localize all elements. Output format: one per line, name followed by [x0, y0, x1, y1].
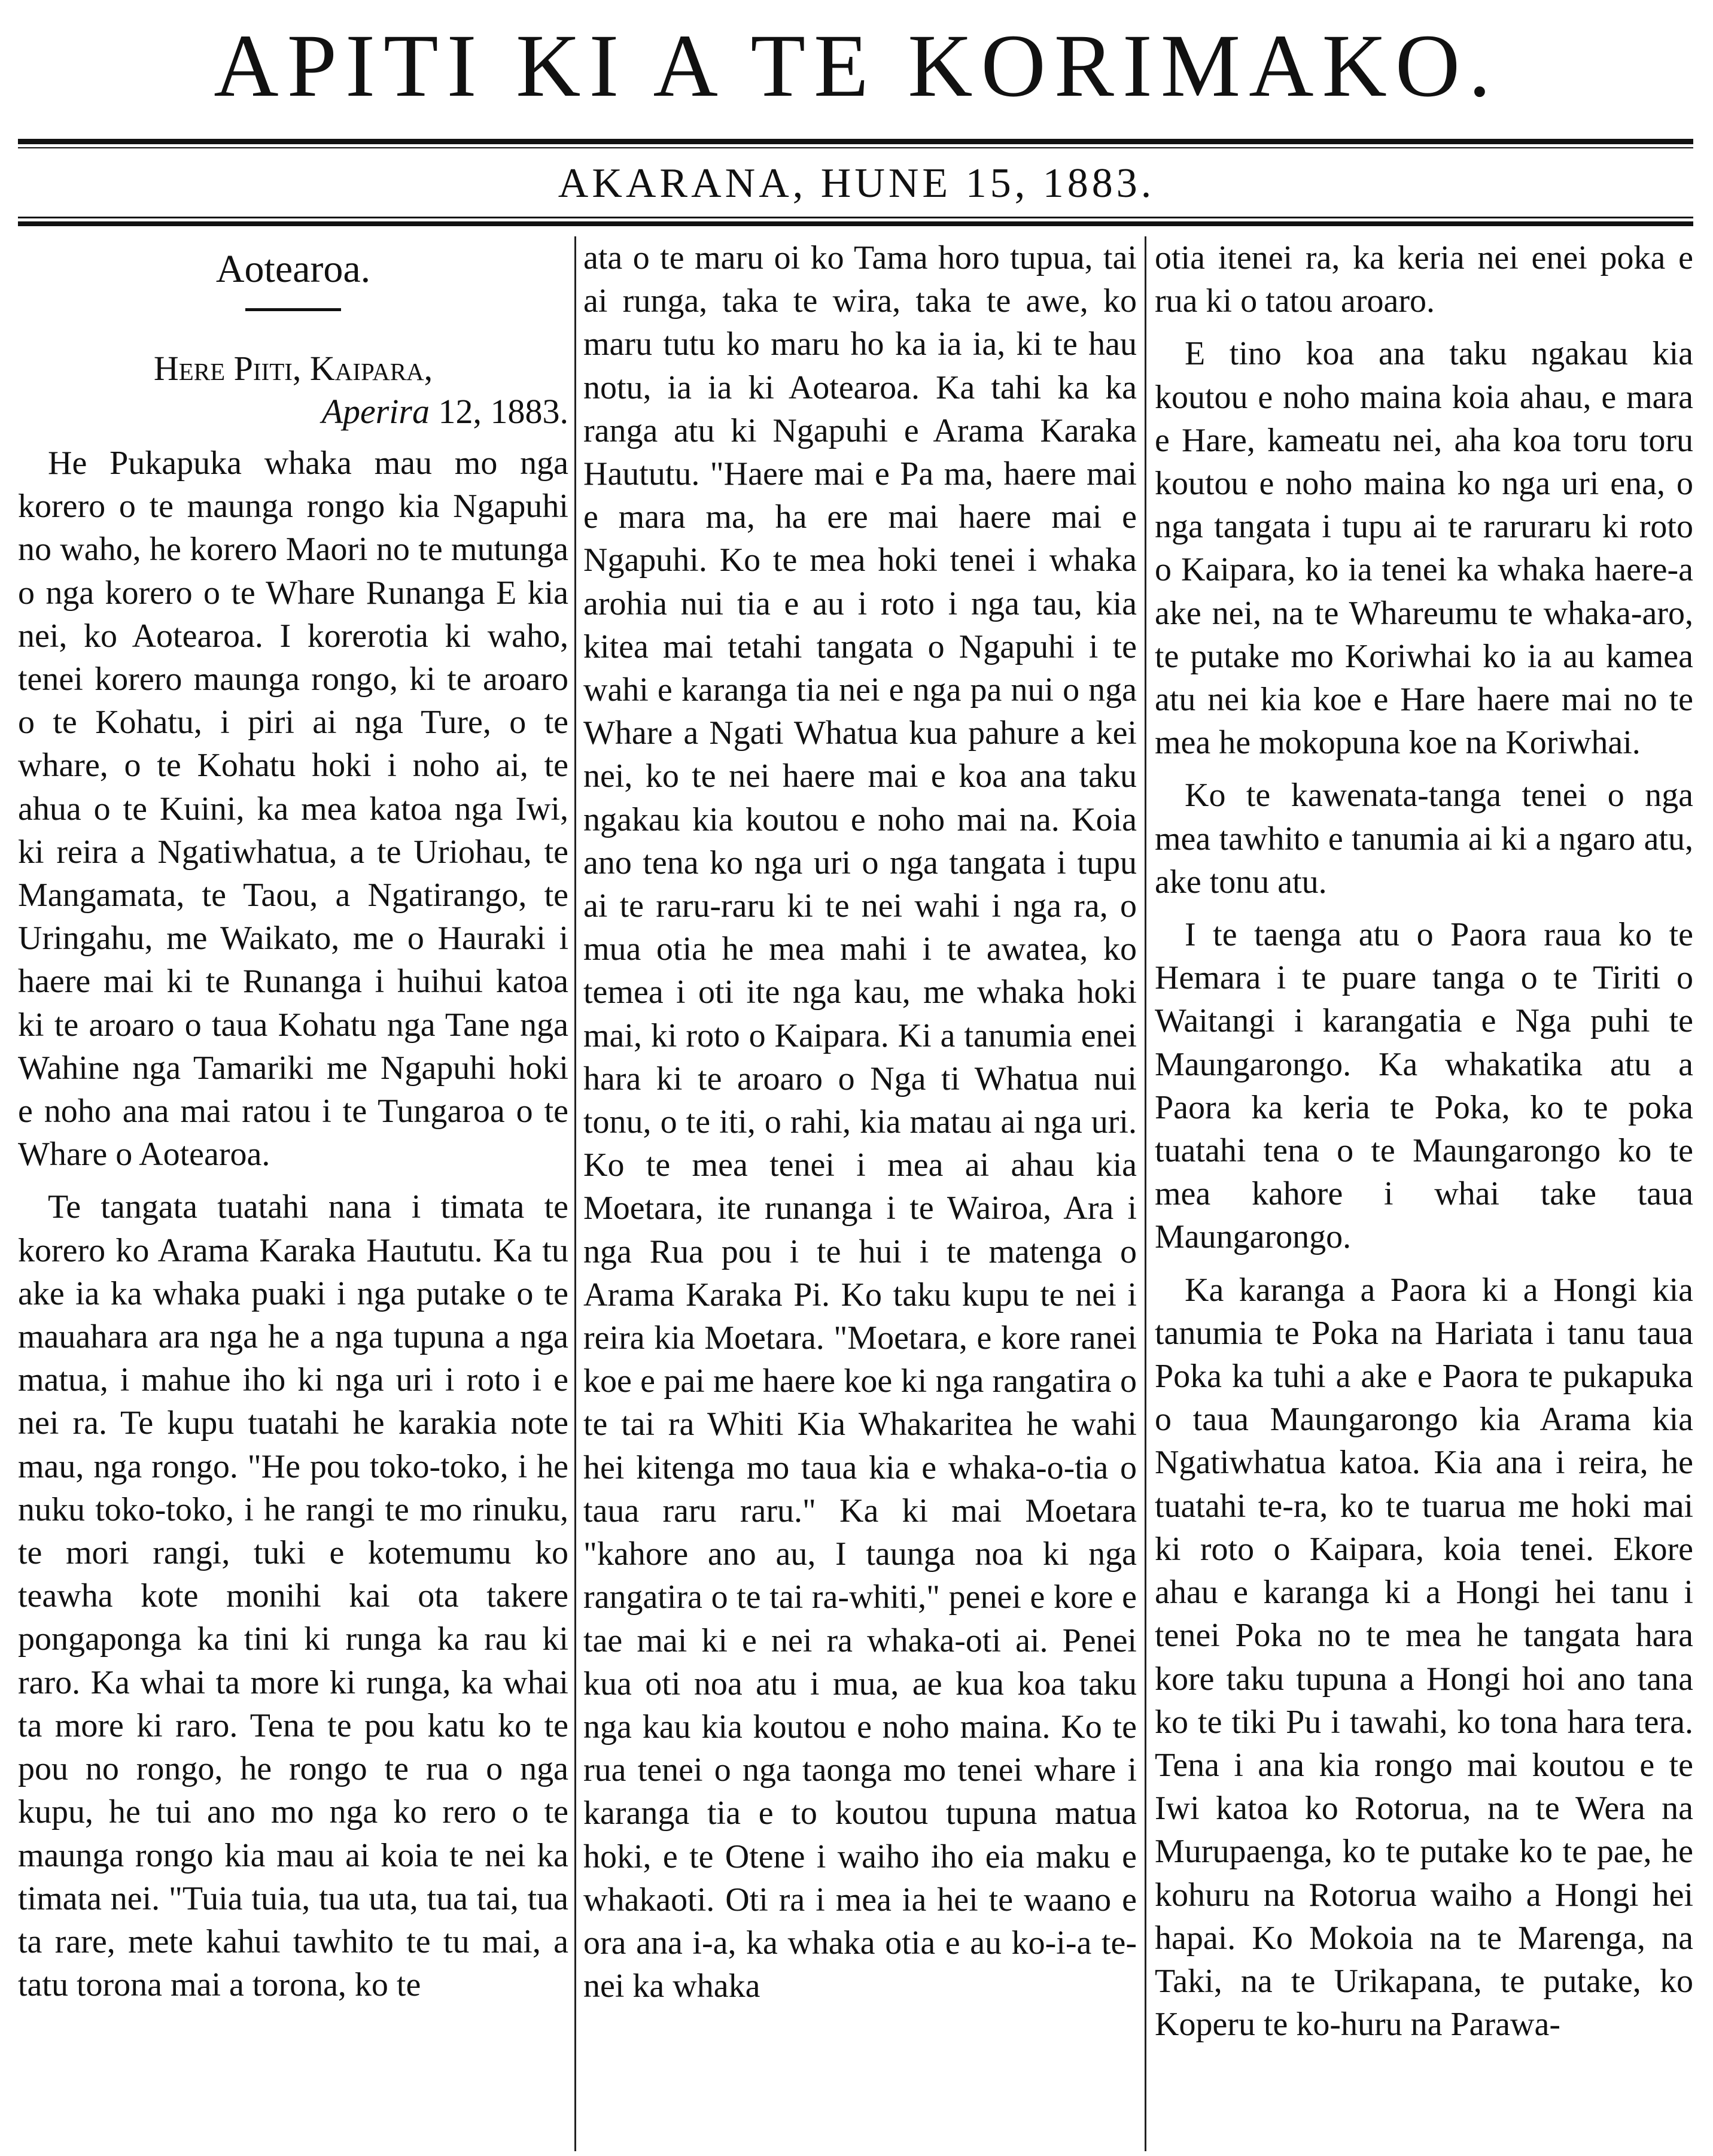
masthead-title: APITI KI A TE KORIMAKO.	[214, 16, 1499, 115]
article-place: Here Piiti, Kaipara,	[153, 349, 433, 388]
paragraph: otia itenei ra, ka keria nei enei poka e rua ki o tatou aroaro.	[1155, 239, 1693, 320]
article-date-month: Aperira	[321, 392, 430, 431]
column-divider-1	[574, 236, 576, 2151]
column-3	[1155, 236, 1693, 2151]
masthead-rule-top-thin	[18, 147, 1693, 148]
column-2	[583, 236, 1137, 2151]
article-date	[18, 390, 568, 433]
article-title: Aotearoa.	[215, 247, 371, 291]
title-rule	[245, 308, 341, 311]
article-date-rest: 12, 1883.	[438, 392, 568, 431]
paragraph: I te taenga atu o Paora raua ko te Hemara i te puare tanga o te Tiriti o Waitangi i karangatia e Nga puhi te Maungarongo. Ka whakatika atu a Paora ka keria te Poka, ko te poka tuatahi tena o te Maungarongo ko te mea kahore i whai take taua Maungarongo.	[1155, 916, 1693, 1256]
paragraph: Te tangata tuatahi nana i timata te korero ko Arama Karaka Haututu. Ka tu ake ia ka whaka puaki i nga putake o te mauahara ara nga he a nga tupuna a nga matua, i mahue iho ki nga uri i roto i e nei ra. Te kupu tuatahi he karakia note mau, nga rongo. "He pou toko-toko, i he nuku toko-toko, i he rangi te mo rinuku, te mori rangi, tuki e kotemumu ko teawha kote monihi kai ota takere pongaponga ka tini ki runga ka rau ki raro. Ka whai ta more ki runga, ka whai ta more ki raro. Tena te pou katu ko te pou no rongo, he rongo te rua o nga kupu, he tui ano mo nga ko rero o te maunga rongo kia mau ai koia te nei ka timata nei. "Tuia tuia, tua uta, tua tai, tua ta rare, mete kahui tawhito te tu mai, a tatu torona mai a torona, ko te	[18, 1188, 568, 2004]
paragraph: Ko te kawenata-tanga tenei o nga mea tawhito e tanumia ai ki a ngaro atu, ake tonu atu.	[1155, 777, 1693, 901]
paragraph: Ka karanga a Paora ki a Hongi kia tanumia te Poka na Hariata i tanu taua Poka ka tuhi a ake e Paora te pukapuka o taua Maungarongo kia Arama kia Ngatiwhatua katoa. Kia ana i reira, he tuatahi te-ra, ko te tuarua me hoki mai ki roto o Kaipara, koia tenei. Ekore ahau e karanga ki a Hongi hei tanu i tenei Poka no te mea he tangata hara kore taku tupuna a Hongi hoi ano tana ko te tiki Pu i tawahi, ko tona hara tera. Tena i ana kia rongo mai koutou e te Iwi katoa ko Rotorua, na te Wera na Murupaenga, ko te putake ko te pae, he kohuru na Rotorua waiho a Hongi hei hapai. Ko Mokoia na te Marenga, na Taki, na te Urikapana, te putake, ko Koperu te ko-huru na Parawa-	[1155, 1271, 1693, 2044]
paragraph: E tino koa ana taku ngakau kia koutou e noho maina koia ahau, e mara e Hare, kameatu nei, aha koa toru toru koutou e noho maina ko nga uri ena, o nga tangata i tupu ai te raruraru ki roto o Kaipara, ko ia tenei ka whaka haere-a ake nei, na te Whareumu te whaka-aro, te putake mo Koriwhai ko ia au kamea atu nei kia koe e Hare haere mai no te mea he mokopuna koe na Koriwhai.	[1155, 335, 1693, 762]
column-1	[18, 236, 568, 2151]
masthead-rule-top	[18, 139, 1693, 144]
column-divider-2	[1145, 236, 1146, 2151]
paragraph: He Pukapuka whaka mau mo nga korero o te maunga rongo kia Ngapuhi no waho, he korero Maori no te mutunga o nga korero o te Whare Runanga E kia nei, ko Aotearoa. I korerotia ki waho, tenei korero maunga rongo, ki te aroaro o te Kohatu, i piri ai nga Ture, o te whare, o te Kohatu hoki i noho ai, te ahua o te Kuini, ka mea katoa nga Iwi, ki reira a Ngatiwhatua, a te Uriohau, te Mangamata, te Taou, a Ngatirango, te Uringahu, me Waikato, me o Hauraki i haere mai ki te Runanga i huihui katoa ki te aroaro o taua Kohatu nga Tane nga Wahine nga Tamariki me Ngapuhi hoki e noho ana mai ratou i te Tungaroa o te Whare o Aotearoa.	[18, 445, 568, 1173]
dateline-rule-bottom	[18, 217, 1693, 218]
dateline: AKARANA, HUNE 15, 1883.	[558, 160, 1155, 206]
dateline-rule-bottom-thick	[18, 221, 1693, 226]
paragraph: ata o te maru oi ko Tama horo tupua, tai ai runga, taka te wira, taka te awe, ko maru tutu ko maru ho ka ia ia, ki te hau notu, ia ia ki Aotearoa. Ka tahi ka ka ranga atu ki Ngapuhi e Arama Karaka Haututu. "Haere mai e Pa ma, haere mai e mara ma, ha ere mai haere mai e Ngapuhi. Ko te mea hoki tenei i whaka arohia nui tia e au i roto i nga tau, kia kitea mai tetahi tangata o Ngapuhi i te wahi e karanga tia nei e nga pa nui o nga Whare a Ngati Whatua kua pahure a kei nei, ko te nei haere mai e koa ana taku ngakau kia koutou e noho mai na. Koia ano tena ko nga uri o nga tangata i tupu ai te raru-raru ki te nei wahi i nga ra, o mua otia he mea mahi i te awatea, ko temea i oti ite nga kau, me whaka hoki mai, ki roto o Kaipara. Ki a tanumia enei hara ki te aroaro o Nga ti Whatua nui tonu, o te iti, o rahi, kia matau ai nga uri. Ko te mea tenei i mea ai ahau kia Moetara, ite runanga i te Wairoa, Ara i nga Rua pou i te hui i te matenga o Arama Karaka Pi. Ko taku kupu te nei i reira kia Moetara. "Moetara, e kore ranei koe e pai me haere koe ki nga rangatira o te tai ra Whiti Kia Whakaritea he wahi hei kitenga mo taua kia e whaka-o-tia o taua raru raru." Ka ki mai Moetara "kahore ano au, I taunga noa ki nga rangatira o te tai ra-whiti," penei e kore e tae mai ki e nei ra whaka-oti ai. Penei kua oti noa atu i mua, ae kua koa taku nga kau kia koutou e noho maina. Ko te rua tenei o nga taonga mo tenei whare i karanga tia e to koutou tupuna matua hoki, e te Otene i waiho iho eia maku e whakaoti. Oti ra i mea ia hei te waano e ora ana i-a, ka whaka otia e au ko-i-a te-nei ka whaka	[583, 239, 1137, 2005]
